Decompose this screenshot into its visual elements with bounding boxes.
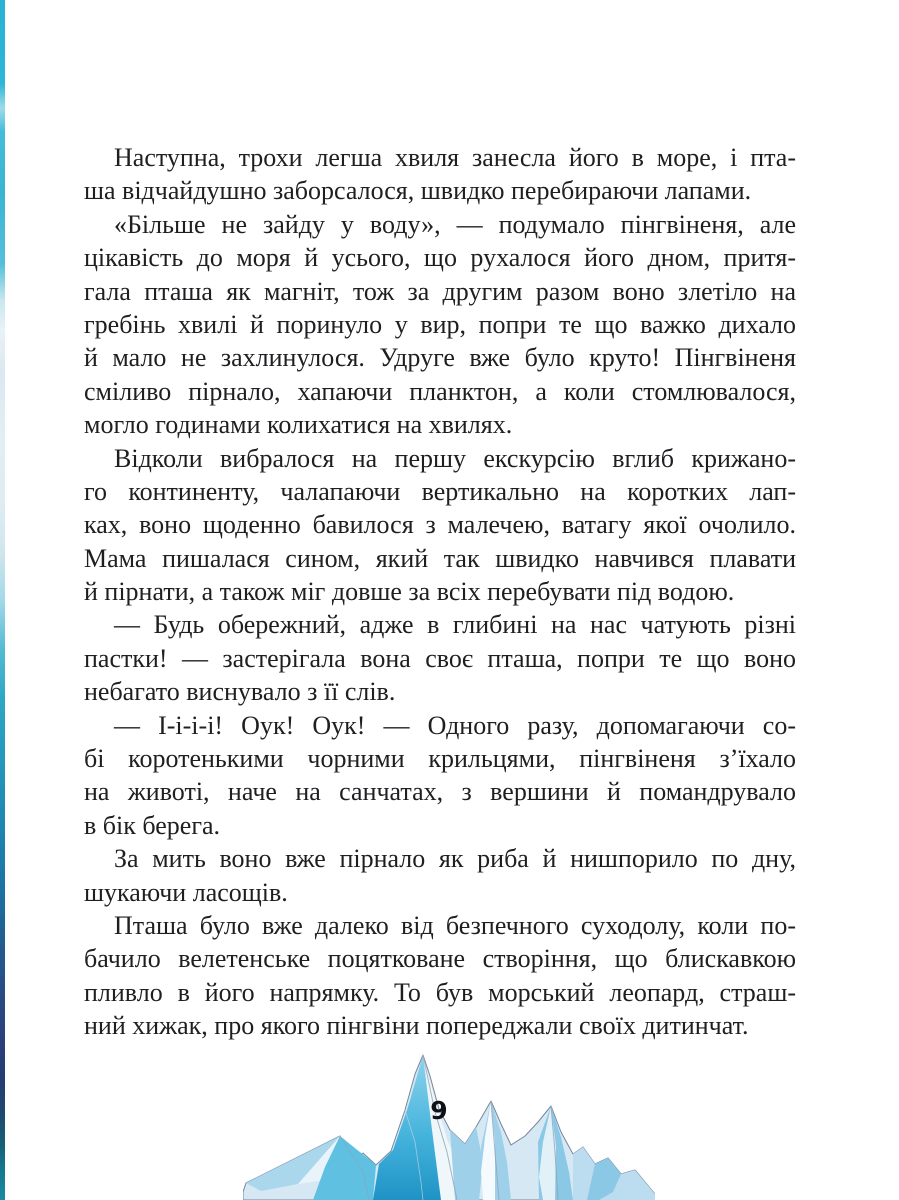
story-text bbox=[84, 141, 796, 1043]
story-line: — І-і-і-і! Оук! Оук! — Одного разу, допомагаючи со- bbox=[114, 710, 796, 740]
story-line: гребінь хвилі й поринуло у вир, попри те що важко дихало bbox=[84, 309, 796, 339]
story-line: цікавість до моря й усього, що рухалося його дном, притя- bbox=[84, 243, 796, 273]
story-line: могло годинами колихатися на хвилях. bbox=[84, 410, 513, 440]
story-line: шукаючи ласощів. bbox=[84, 877, 288, 907]
story-line: ша відчайдушно заборсалося, швидко перебираючи лапами. bbox=[84, 176, 752, 206]
story-line: го континенту, чалапаючи вертикально на коротких лап- bbox=[84, 476, 796, 506]
story-line: гала пташа як магніт, тож за другим разом воно злетіло на bbox=[84, 276, 796, 306]
iceberg-illustration bbox=[243, 1052, 655, 1200]
story-line: бачило велетенське поцятковане створіння, що блискавкою bbox=[84, 944, 796, 974]
story-line: Пташа було вже далеко від безпечного суходолу, коли по- bbox=[114, 910, 796, 940]
story-line: в бік берега. bbox=[84, 810, 221, 840]
story-line: на животі, наче на санчатах, з вершини й помандрувало bbox=[84, 777, 796, 807]
story-line: ках, воно щоденно бавилося з малечею, ватагу якої очолило. bbox=[84, 510, 796, 540]
story-line: Мама пишалася сином, який так швидко навчився плавати bbox=[84, 543, 796, 573]
story-line: бі коротенькими чорними крильцями, пінгвіненя з’їхало bbox=[84, 744, 796, 774]
story-line: й мало не захлинулося. Удруге вже було круто! Пінгвіненя bbox=[84, 343, 796, 373]
story-line: За мить воно вже пірнало як риба й нишпорило по дну, bbox=[114, 844, 796, 874]
story-line: ний хижак, про якого пінгвіни попереджали своїх дитинчат. bbox=[84, 1011, 749, 1041]
story-line: пливло в його напрямку. То був морський леопард, страш- bbox=[84, 977, 796, 1007]
story-line: сміливо пірнало, хапаючи планктон, а коли стомлювалося, bbox=[84, 376, 796, 406]
story-line: Наступна, трохи легша хвиля занесла його в море, і пта- bbox=[114, 143, 796, 172]
story-line: Відколи вибралося на першу екскурсію вглиб крижано- bbox=[114, 443, 796, 473]
story-line: й пірнати, а також міг довше за всіх перебувати під водою. bbox=[84, 577, 735, 607]
story-line: — Будь обережний, адже в глибині на нас чатують різні bbox=[114, 610, 796, 640]
story-line: «Більше не зайду у воду», — подумало пінгвіненя, але bbox=[114, 209, 796, 239]
story-line: небагато виснувало з її слів. bbox=[84, 677, 396, 707]
story-line: пастки! — застерігала вона своє пташа, попри те що воно bbox=[84, 643, 796, 673]
left-edge-stripe bbox=[0, 0, 5, 1200]
page-number: 9 bbox=[430, 1096, 448, 1125]
